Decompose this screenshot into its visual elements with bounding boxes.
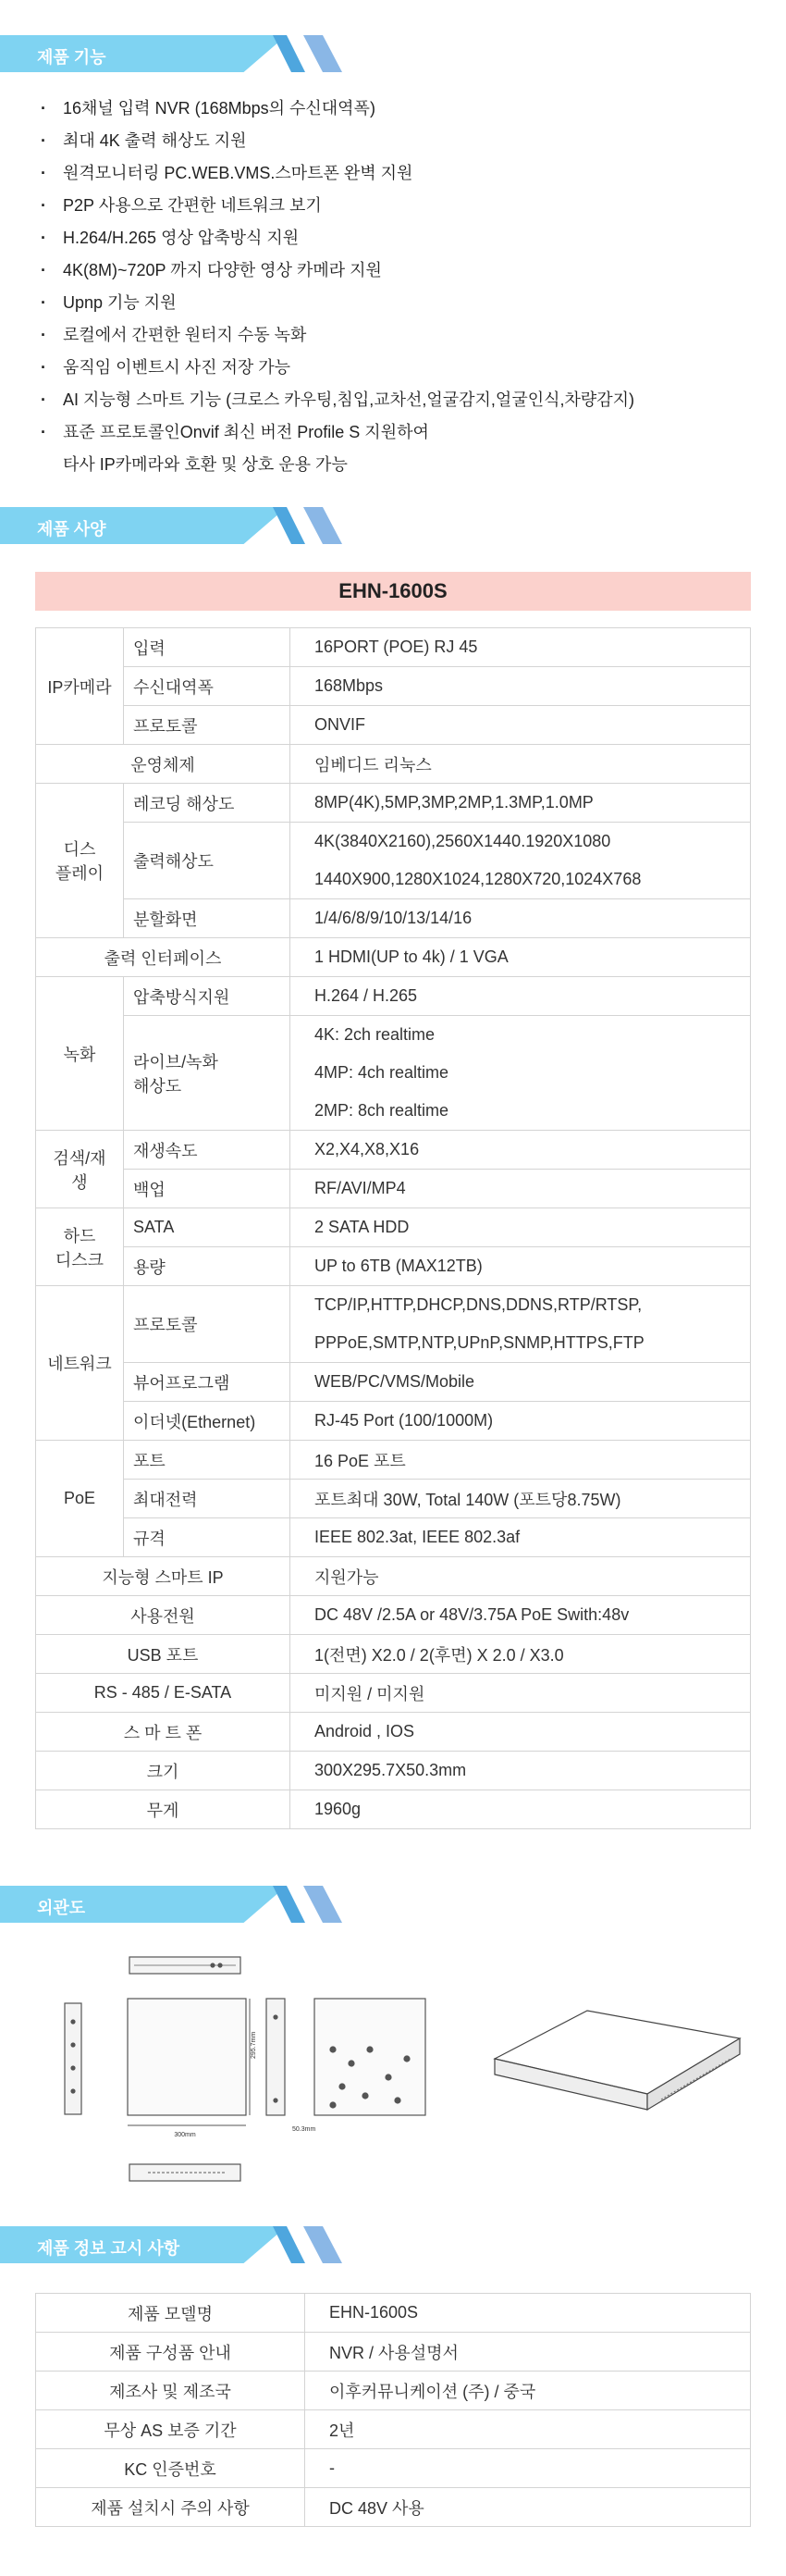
row-value: 미지원 / 미지원 [290,1674,751,1713]
row-value: 300X295.7X50.3mm [290,1752,751,1790]
row-label: USB 포트 [36,1635,290,1674]
feature-list [37,93,634,481]
feature-item: · AI 지능형 스마트 기능 (크로스 카우팅,침입,교차선,얼굴감지,얼굴인식,차량감지) [37,384,634,416]
row-label: 용량 [124,1247,290,1286]
row-label: 분할화면 [124,899,290,938]
section-banner-features [0,35,344,72]
group-label-line: 디스크 [55,1250,104,1269]
row-label: 제품 모델명 [36,2294,305,2333]
section-title: 외관도 [37,1899,86,1917]
row-value: X2,X4,X8,X16 [290,1131,751,1170]
value-line: 4K(3840X2160),2560X1440.1920X1080 [314,832,611,850]
row-value: 임베디드 리눅스 [290,745,751,784]
row-label: 프로토콜 [124,706,290,745]
row-label: 제품 구성품 안내 [36,2333,305,2372]
feature-item: · P2P 사용으로 간편한 네트워크 보기 [37,190,634,222]
row-value: EHN-1600S [305,2294,751,2333]
row-value: 1960g [290,1790,751,1829]
group-label-line: 하드 [63,1226,96,1245]
table-row [36,667,751,706]
table-row [36,2449,751,2488]
row-label: 제품 설치시 주의 사항 [36,2488,305,2527]
spec-table [35,627,751,1829]
table-row [36,2294,751,2333]
row-label: 압축방식지원 [124,977,290,1016]
row-label-line: 해상도 [133,1076,182,1096]
table-row [36,1518,751,1557]
row-value: RF/AVI/MP4 [290,1170,751,1208]
width-dimension-label: 300mm [174,2132,196,2138]
row-label: 무상 AS 보증 기간 [36,2410,305,2449]
table-row [36,2488,751,2527]
value-line: 1440X900,1280X1024,1280X720,1024X768 [314,870,642,888]
row-label: 프로토콜 [124,1286,290,1363]
value-line: TCP/IP,HTTP,DHCP,DNS,DDNS,RTP/RTSP, [314,1295,643,1314]
feature-item-continued: 타사 IP카메라와 호환 및 상호 운용 가능 [63,455,348,474]
row-label [124,1016,290,1131]
table-row [36,784,751,823]
row-group-label: 검색/재생 [36,1131,124,1208]
row-label: 이더넷(Ethernet) [124,1402,290,1441]
row-value: 지원가능 [290,1557,751,1596]
table-row [36,1286,751,1363]
table-row [36,2372,751,2410]
table-row [36,2333,751,2372]
row-label: 사용전원 [36,1596,290,1635]
row-label: 최대전력 [124,1480,290,1518]
product-info-table [35,2293,751,2527]
table-row [36,1635,751,1674]
table-row [36,1480,751,1518]
row-group-label: 녹화 [36,977,124,1131]
row-label-line: 라이브/녹화 [133,1052,218,1071]
row-label: 백업 [124,1170,290,1208]
row-value: NVR / 사용설명서 [305,2333,751,2372]
row-value [290,823,751,899]
row-label: 규격 [124,1518,290,1557]
appearance-drawings [0,1901,786,2198]
table-row [36,1557,751,1596]
feature-item: · 로컬에서 간편한 원터지 수동 녹화 [37,319,634,352]
value-line: 2MP: 8ch realtime [314,1101,449,1120]
row-value: 168Mbps [290,667,751,706]
row-value: UP to 6TB (MAX12TB) [290,1247,751,1286]
row-label: 입력 [124,628,290,667]
row-label: SATA [124,1208,290,1247]
section-banner-spec [0,507,344,544]
feature-item: · Upnp 기능 지원 [37,287,634,319]
feature-item: · H.264/H.265 영상 압축방식 지원 [37,222,634,254]
row-label: 지능형 스마트 IP [36,1557,290,1596]
model-title: EHN-1600S [35,572,751,611]
row-label: 무게 [36,1790,290,1829]
table-row [36,1402,751,1441]
row-value: 16 PoE 포트 [290,1441,751,1480]
row-value: 8MP(4K),5MP,3MP,2MP,1.3MP,1.0MP [290,784,751,823]
row-label: 출력해상도 [124,823,290,899]
row-label: 재생속도 [124,1131,290,1170]
row-value: ONVIF [290,706,751,745]
row-label: 뷰어프로그램 [124,1363,290,1402]
row-label: 운영체제 [36,745,290,784]
top-view-drawing [129,1957,240,1974]
table-row [36,1247,751,1286]
height-dimension-label: 50.3mm [292,2126,316,2133]
row-group-label: PoE [36,1441,124,1557]
table-row [36,899,751,938]
row-value: 1 HDMI(UP to 4k) / 1 VGA [290,938,751,977]
row-label: 포트 [124,1441,290,1480]
value-line: 4MP: 4ch realtime [314,1063,449,1082]
section-title: 제품 정보 고시 사항 [37,2239,180,2258]
table-row [36,1208,751,1247]
table-row [36,1674,751,1713]
table-row [36,1790,751,1829]
row-label: RS - 485 / E-SATA [36,1674,290,1713]
row-label: 레코딩 해상도 [124,784,290,823]
front-view-drawing [128,1999,250,2125]
row-value: 2년 [305,2410,751,2449]
group-label-line: 디스 [63,840,96,859]
depth-dimension-label: 295.7mm [251,2031,257,2059]
row-value: 1/4/6/8/9/10/13/14/16 [290,899,751,938]
group-label-line: 플레이 [55,864,104,883]
row-label: 제조사 및 제조국 [36,2372,305,2410]
value-line: 4K: 2ch realtime [314,1025,436,1044]
row-group-label: 네트워크 [36,1286,124,1441]
feature-item: · 16채널 입력 NVR (168Mbps의 수신대역폭) [37,93,634,125]
feature-item: · 움직임 이벤트시 사진 저장 가능 [37,352,634,384]
table-row [36,823,751,899]
row-value: 2 SATA HDD [290,1208,751,1247]
row-value [290,1016,751,1131]
table-row [36,1131,751,1170]
feature-item: · 4K(8M)~720P 까지 다양한 영상 카메라 지원 [37,254,634,287]
row-label: 수신대역폭 [124,667,290,706]
row-value: DC 48V /2.5A or 48V/3.75A PoE Swith:48v [290,1596,751,1635]
row-value: RJ-45 Port (100/1000M) [290,1402,751,1441]
feature-item: · 최대 4K 출력 해상도 지원 [37,125,634,157]
section-title: 제품 사양 [37,520,106,539]
table-row [36,1441,751,1480]
row-value: WEB/PC/VMS/Mobile [290,1363,751,1402]
row-value: Android , IOS [290,1713,751,1752]
section-banner-info [0,2226,344,2263]
row-label: KC 인증번호 [36,2449,305,2488]
table-row [36,628,751,667]
row-label: 스 마 트 폰 [36,1713,290,1752]
table-row [36,745,751,784]
side-view-drawing [266,1999,285,2115]
row-group-label [36,1208,124,1286]
table-row [36,1752,751,1790]
row-label: 크기 [36,1752,290,1790]
row-value: DC 48V 사용 [305,2488,751,2527]
isometric-product-drawing [495,2011,740,2110]
row-value: IEEE 802.3at, IEEE 802.3af [290,1518,751,1557]
table-row [36,2410,751,2449]
table-row [36,938,751,977]
table-row [36,977,751,1016]
row-group-label [36,784,124,938]
table-row [36,1596,751,1635]
left-side-drawing [65,2003,81,2114]
row-group-label: IP카메라 [36,628,124,745]
table-row [36,1713,751,1752]
table-row [36,1363,751,1402]
row-value: 16PORT (POE) RJ 45 [290,628,751,667]
value-line: PPPoE,SMTP,NTP,UPnP,SNMP,HTTPS,FTP [314,1333,645,1352]
row-value: 1(전면) X2.0 / 2(후면) X 2.0 / X3.0 [290,1635,751,1674]
row-value: H.264 / H.265 [290,977,751,1016]
row-value: - [305,2449,751,2488]
feature-item: · 원격모니터링 PC.WEB.VMS.스마트폰 완벽 지원 [37,157,634,190]
rear-view-drawing [314,1999,425,2115]
table-row [36,1016,751,1131]
table-row [36,1170,751,1208]
table-row [36,706,751,745]
bottom-view-drawing [129,2164,240,2181]
row-value: 이후커뮤니케이션 (주) / 중국 [305,2372,751,2410]
row-label: 출력 인터페이스 [36,938,290,977]
row-value: 포트최대 30W, Total 140W (포트당8.75W) [290,1480,751,1518]
feature-item: · 표준 프로토콜인Onvif 최신 버전 Profile S 지원하여 [37,416,634,449]
row-value [290,1286,751,1363]
section-title: 제품 기능 [37,48,106,67]
